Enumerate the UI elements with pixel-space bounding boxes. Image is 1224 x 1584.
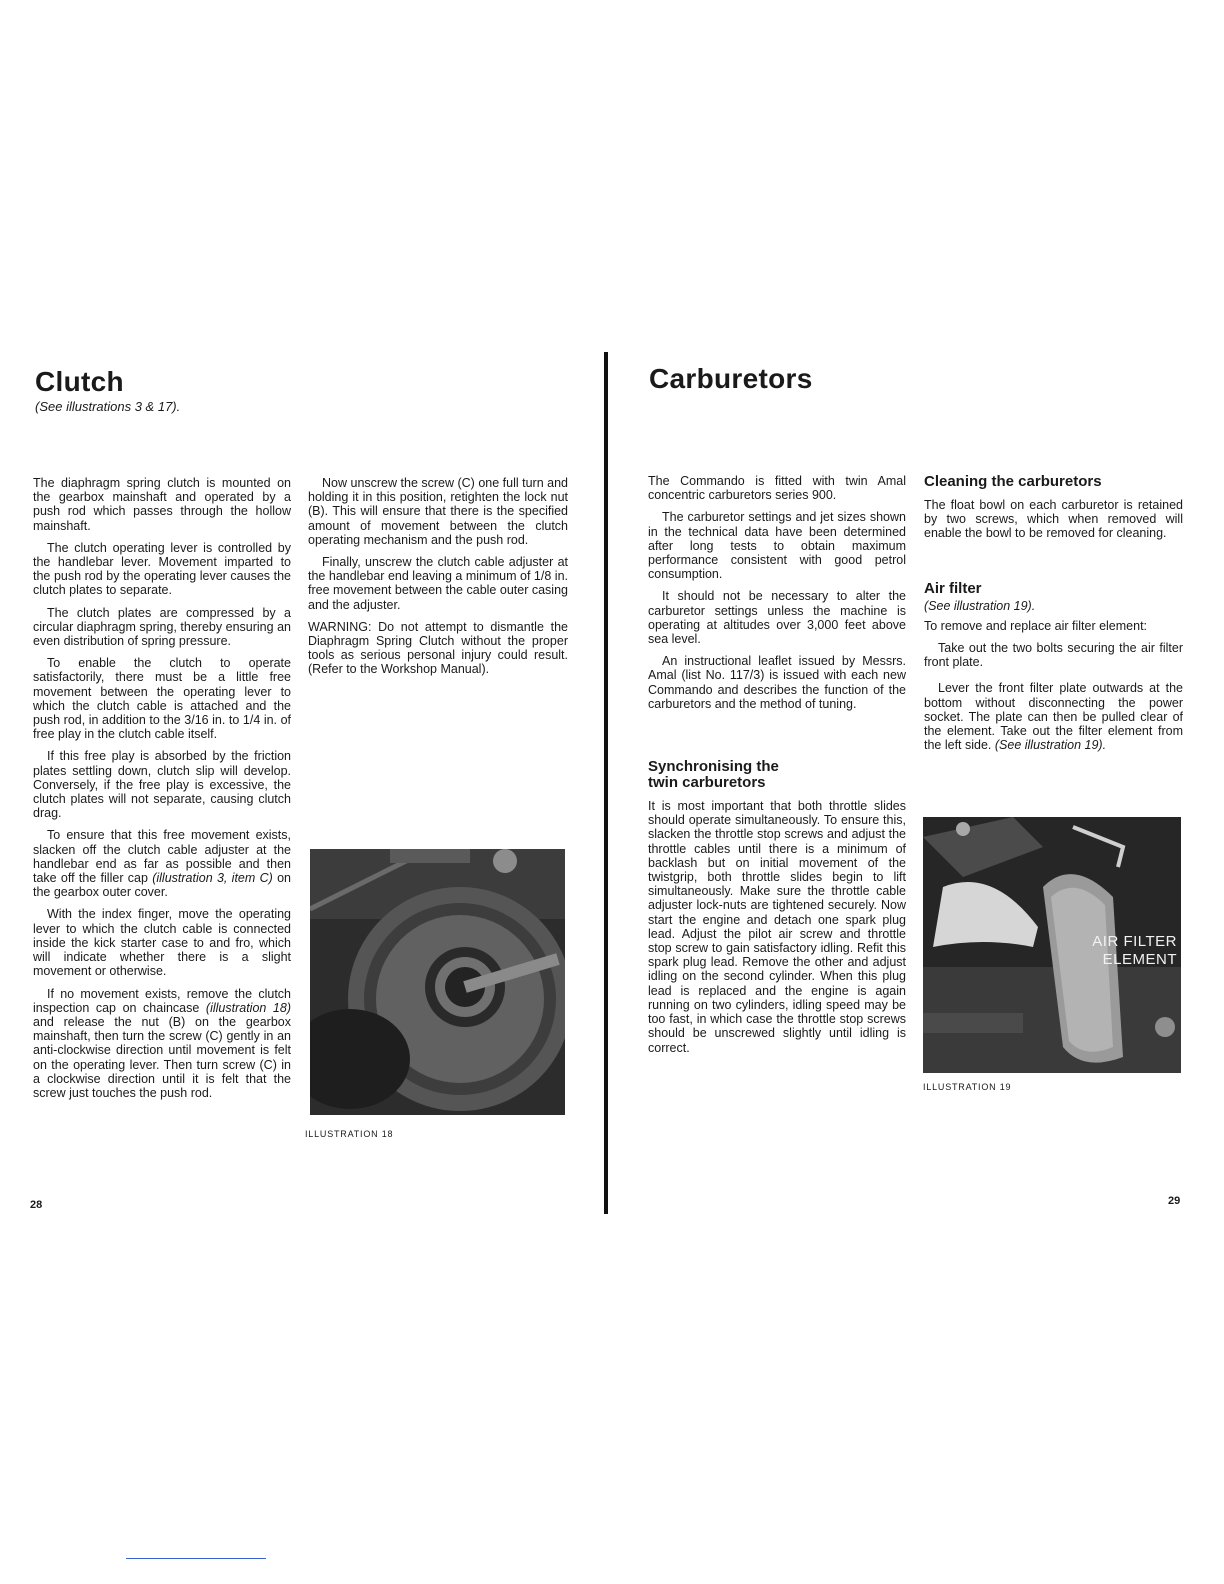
- carburetors-column-1: [648, 474, 906, 1063]
- paragraph: The diaphragm spring clutch is mounted on the gearbox mainshaft and operated by a push rod which passes through the hollow mainshaft.: [33, 476, 291, 533]
- illustration-reference: (illustration 18): [205, 1000, 291, 1015]
- illustration-19-caption: ILLUSTRATION 19: [923, 1082, 1012, 1092]
- paragraph: Now unscrew the screw (C) one full turn and holding it in this position, retighten the lock nut (B). This will ensure that there is the specified amount of movement between the clutch operating mechanism and the push rod.: [308, 476, 568, 547]
- text-run: To ensure that this free movement exists, slacken off the clutch cable adjuster at the handlebar end as far as possible and then take off the filler cap: [33, 828, 291, 886]
- illustration-reference: (illustration 3, item C): [152, 871, 273, 886]
- page-spine-divider: [604, 352, 608, 1214]
- clutch-column-1: [33, 476, 291, 1108]
- text-run: Lever the front filter plate outwards at the bottom without disconnecting the power socket. The plate can then be pulled clear of the element. Take out the filter element from the left side.: [924, 681, 1183, 753]
- paragraph: Finally, unscrew the clutch cable adjuster at the handlebar end leaving a minimum of 1/8 in. free movement between the cable outer casing and the adjuster.: [308, 555, 568, 612]
- illustration-reference: (See illustration 19).: [994, 738, 1107, 753]
- illustration-18-caption: ILLUSTRATION 18: [305, 1129, 394, 1139]
- paragraph: To enable the clutch to operate satisfactorily, there must be a little free movement between the operating lever to which the clutch cable is attached and the push rod, in addition to the 3/16 in. to 1/4 in. of free play in the clutch cable itself.: [33, 656, 291, 742]
- illustration-19-photo: [923, 817, 1181, 1073]
- text-run: on the gearbox outer cover.: [33, 871, 291, 900]
- heading-line: Synchronising the: [648, 758, 779, 776]
- section-heading-air-filter: Air filter: [924, 579, 982, 597]
- warning-paragraph: WARNING: Do not attempt to dismantle the Diaphragm Spring Clutch without the proper tools as serious personal injury could result. (Refer to the Workshop Manual).: [308, 619, 568, 677]
- paragraph: The float bowl on each carburetor is retained by two screws, which when removed will enable the bowl to be removed for cleaning.: [924, 498, 1183, 541]
- clutch-column-2: [308, 476, 568, 685]
- section-heading-cleaning: Cleaning the carburetors: [924, 473, 1102, 490]
- clutch-cover-photo-graphic: [310, 849, 565, 1115]
- paragraph: Take out the two bolts securing the air filter front plate.: [924, 641, 1183, 670]
- air-filter-element-label: [1092, 933, 1177, 969]
- left-page: [0, 0, 606, 1584]
- label-line: ELEMENT: [1102, 951, 1177, 968]
- page-title-clutch: Clutch: [35, 366, 124, 397]
- paragraph: [33, 987, 291, 1101]
- paragraph: The carburetor settings and jet sizes shown in the technical data have been determined after long tests to obtain maximum performance consistent with good petrol consumption.: [648, 510, 906, 582]
- paragraph: The clutch operating lever is controlled by the handlebar lever. Movement imparted to the push rod by the operating lever causes the clutch plates to separate.: [33, 540, 291, 598]
- heading-line: twin carburetors: [648, 774, 766, 792]
- label-line: AIR FILTER: [1092, 933, 1177, 950]
- paragraph: To remove and replace air filter element:: [924, 618, 1148, 633]
- paragraph: If this free play is absorbed by the friction plates settling down, clutch slip will develop. Conversely, if the free play is excessive, the clutch plates will not separate, causing clutch drag.: [33, 749, 291, 821]
- section-heading-sync: [648, 759, 906, 791]
- paragraph: [33, 828, 291, 899]
- paragraph: [924, 681, 1183, 752]
- text-run: If no movement exists, remove the clutch inspection cap on chaincase: [33, 986, 291, 1015]
- text-run: and release the nut (B) on the gearbox mainshaft, then turn the screw (C) gently in an anti-clockwise direction until movement is felt on the operating lever. Then turn screw (C) in a clockwise direction until it is felt that the screw just touches the push rod.: [33, 1014, 291, 1100]
- right-page: [612, 0, 1224, 1584]
- paragraph: The Commando is fitted with twin Amal concentric carburetors series 900.: [648, 474, 906, 503]
- footer-rule: [126, 1558, 266, 1559]
- carburetors-column-2: [924, 474, 1183, 760]
- paragraph: With the index finger, move the operating lever to which the clutch cable is connected inside the kick starter case to and fro, which will indicate whether there is a slight movement or otherwise.: [33, 907, 291, 979]
- paragraph: An instructional leaflet issued by Messrs. Amal (list No. 117/3) is issued with each new Commando and describes the function of the carburetors and the method of tuning.: [648, 654, 906, 711]
- paragraph: The clutch plates are compressed by a circular diaphragm spring, thereby ensuring an even distribution of spring pressure.: [33, 605, 291, 649]
- page-number-left: 28: [30, 1199, 43, 1211]
- air-filter-subtitle: (See illustration 19).: [924, 598, 1036, 613]
- page-number-right: 29: [1168, 1195, 1181, 1207]
- illustration-18-photo: [310, 849, 565, 1115]
- page-title-carburetors: Carburetors: [649, 363, 813, 394]
- paragraph: It should not be necessary to alter the carburetor settings unless the machine is operating at altitudes over 3,000 feet above sea level.: [648, 589, 906, 647]
- paragraph: It is most important that both throttle slides should operate simultaneously. To ensure this, slacken the throttle stop screws and adjust the throttle cables until there is a minimum of backlash but on initial movement of the twistgrip, both throttle slides begin to lift simultaneously. Make sure the throttle cable adjuster lock-nuts are tightened securely. Now start the engine and detach one spark plug lead. Adjust the pilot air screw and throttle stop screw to gain satisfactory idling. Refit this spark plug lead. Remove the other and adjust idling on the second cylinder. When this plug lead is replaced and the engine is again running on two cylinders, idling speed may be too fast, in which case the throttle stop screws should be unscrewed slightly until idling is correct.: [648, 799, 906, 1055]
- clutch-subtitle: (See illustrations 3 & 17).: [35, 399, 181, 414]
